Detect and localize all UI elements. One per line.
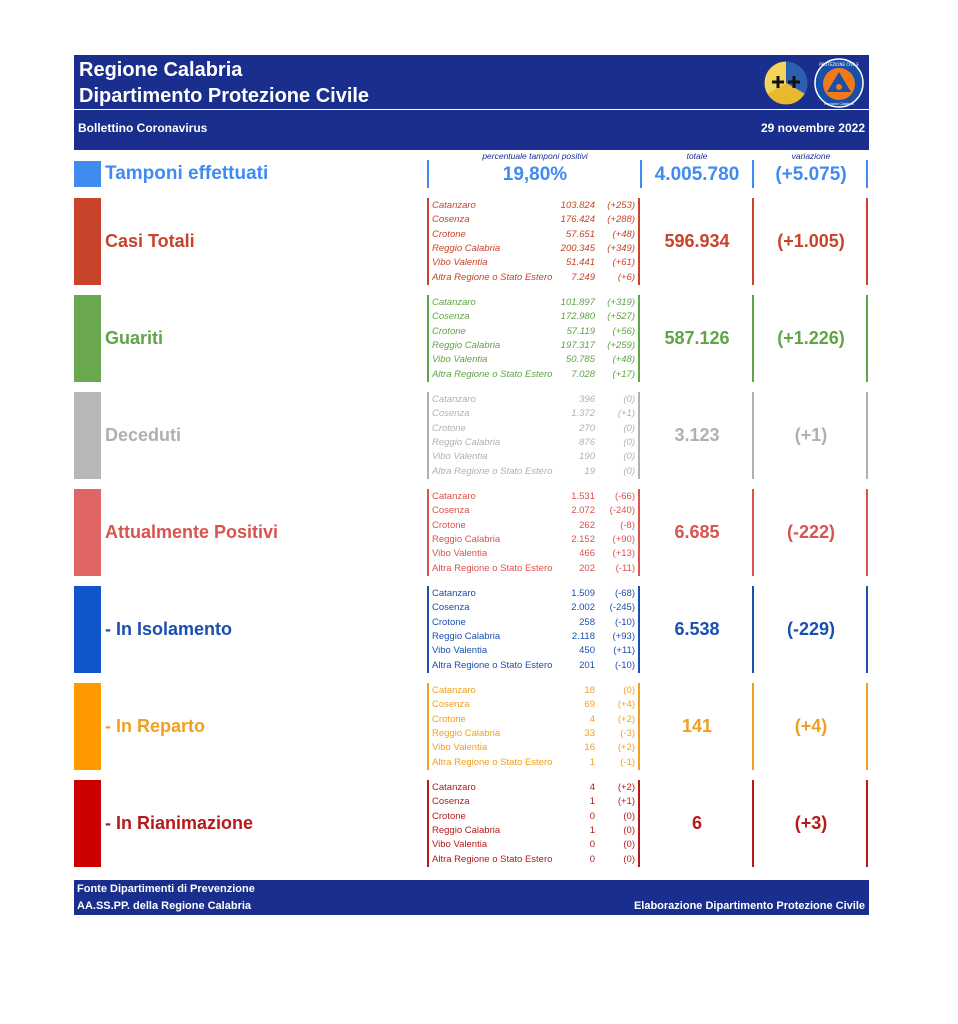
province-delta: (0) xyxy=(623,465,635,477)
province-name: Altra Regione o Stato Estero xyxy=(432,756,553,768)
province-name: Crotone xyxy=(432,616,466,628)
province-value: 202 xyxy=(579,562,595,574)
province-name: Catanzaro xyxy=(432,685,476,696)
province-delta: (-10) xyxy=(614,616,635,628)
province-value: 1 xyxy=(589,796,595,808)
variation-right-border xyxy=(866,780,868,867)
province-row xyxy=(432,684,637,698)
province-breakdown xyxy=(427,392,640,479)
province-value: 2.152 xyxy=(571,533,595,545)
variation-right-border xyxy=(866,198,868,285)
province-value: 190 xyxy=(579,451,595,463)
category-variation: (+1) xyxy=(794,425,828,445)
province-row xyxy=(432,256,637,270)
category-variation: (+3) xyxy=(794,813,828,833)
province-delta: (0) xyxy=(623,839,635,851)
province-delta: (-68) xyxy=(614,588,635,599)
category-variation: (+4) xyxy=(794,716,828,736)
footer-bar xyxy=(74,880,869,915)
category-variation: (-229) xyxy=(786,619,835,639)
province-row xyxy=(432,713,637,727)
province-value: 2.118 xyxy=(571,630,595,642)
category-swatch xyxy=(74,392,101,479)
province-value: 1.531 xyxy=(571,491,595,502)
percent-column-header: percentuale tamponi positivi xyxy=(482,151,588,161)
province-right-border xyxy=(638,489,640,576)
category-swatch xyxy=(74,198,101,285)
province-value: 201 xyxy=(579,659,595,671)
province-value: 51.441 xyxy=(565,257,595,269)
province-delta: (+2) xyxy=(617,713,635,725)
category-row xyxy=(74,392,869,479)
logo-text-top: PROTEZIONE CIVILE xyxy=(819,62,859,67)
province-delta: (0) xyxy=(623,853,635,865)
province-row xyxy=(432,630,637,644)
province-name: Vibo Valentia xyxy=(432,548,488,560)
province-value: 57.119 xyxy=(566,325,595,337)
province-row xyxy=(432,353,637,367)
variation-right-border xyxy=(866,683,868,770)
variation-right-border xyxy=(866,392,868,479)
category-total: 141 xyxy=(681,716,713,736)
province-row xyxy=(432,407,637,421)
province-delta: (+48) xyxy=(612,354,635,366)
province-name: Vibo Valentia xyxy=(432,742,488,754)
province-left-border xyxy=(427,392,429,479)
province-name: Crotone xyxy=(432,713,466,725)
source-line-1: Fonte Dipartimenti di Prevenzione xyxy=(77,883,255,895)
province-name: Catanzaro xyxy=(432,782,476,793)
province-right-border xyxy=(638,392,640,479)
province-row xyxy=(432,698,637,712)
tamponi-percent: 19,80% xyxy=(502,164,568,185)
bulletin-subheader xyxy=(74,120,869,137)
province-delta: (+259) xyxy=(607,339,635,351)
province-name: Crotone xyxy=(432,810,466,822)
province-row xyxy=(432,504,637,518)
province-row xyxy=(432,659,637,673)
category-swatch xyxy=(74,780,101,867)
province-name: Altra Regione o Stato Estero xyxy=(432,368,553,380)
province-value: 69 xyxy=(584,699,595,711)
province-value: 16 xyxy=(584,742,595,754)
province-name: Cosenza xyxy=(432,602,470,614)
province-delta: (-3) xyxy=(620,727,635,739)
province-name: Cosenza xyxy=(432,699,470,711)
province-name: Vibo Valentia xyxy=(432,451,488,463)
province-name: Vibo Valentia xyxy=(432,257,488,269)
province-row xyxy=(432,368,637,382)
province-delta: (-11) xyxy=(615,562,635,574)
province-name: Catanzaro xyxy=(432,394,476,405)
province-breakdown xyxy=(427,683,640,770)
province-name: Cosenza xyxy=(432,214,470,226)
province-delta: (+90) xyxy=(612,533,635,545)
category-row xyxy=(74,586,869,673)
province-breakdown xyxy=(427,295,640,382)
province-name: Crotone xyxy=(432,422,466,434)
province-name: Reggio Calabria xyxy=(432,436,501,448)
province-row xyxy=(432,199,637,213)
province-row xyxy=(432,644,637,658)
province-left-border xyxy=(427,295,429,382)
province-left-border xyxy=(427,586,429,673)
variation-right-border xyxy=(866,489,868,576)
province-row xyxy=(432,562,637,576)
category-label: - In Rianimazione xyxy=(105,813,254,833)
province-row xyxy=(432,490,637,504)
province-value: 450 xyxy=(579,645,595,657)
province-delta: (+11) xyxy=(613,645,635,657)
category-label: Attualmente Positivi xyxy=(105,522,279,542)
category-variation: (-222) xyxy=(786,522,835,542)
province-left-border xyxy=(427,489,429,576)
category-swatch xyxy=(74,683,101,770)
province-row xyxy=(432,519,637,533)
province-value: 19 xyxy=(584,465,595,477)
province-name: Vibo Valentia xyxy=(432,645,488,657)
province-row xyxy=(432,795,637,809)
department-title: Dipartimento Protezione Civile xyxy=(79,85,370,107)
province-delta: (0) xyxy=(623,422,635,434)
province-row xyxy=(432,422,637,436)
province-delta: (0) xyxy=(623,394,635,405)
province-value: 396 xyxy=(579,394,595,405)
province-delta: (0) xyxy=(623,810,635,822)
total-column-header: totale xyxy=(686,151,708,161)
region-crest-icon xyxy=(763,60,809,106)
province-delta: (+349) xyxy=(607,242,635,254)
category-swatch xyxy=(74,295,101,382)
province-delta: (+4) xyxy=(617,699,635,711)
province-delta: (+253) xyxy=(607,200,635,211)
province-right-border xyxy=(638,586,640,673)
province-value: 18 xyxy=(584,685,595,696)
province-name: Crotone xyxy=(432,228,466,240)
province-name: Cosenza xyxy=(432,311,470,323)
province-delta: (+288) xyxy=(607,214,635,226)
logo-text-bottom: Regione Calabria xyxy=(824,102,854,106)
province-name: Reggio Calabria xyxy=(432,727,501,739)
variation-column-header: variazione xyxy=(791,151,831,161)
variation-right-border xyxy=(866,586,868,673)
province-value: 50.785 xyxy=(565,354,595,366)
province-value: 101.897 xyxy=(560,297,595,308)
province-row xyxy=(432,242,637,256)
title-banner xyxy=(74,55,869,120)
province-value: 1 xyxy=(589,824,595,836)
province-name: Reggio Calabria xyxy=(432,824,501,836)
bulletin-title: Bollettino Coronavirus xyxy=(78,121,208,135)
province-name: Cosenza xyxy=(432,408,470,420)
province-name: Vibo Valentia xyxy=(432,839,488,851)
province-row xyxy=(432,756,637,770)
tamponi-divider xyxy=(427,160,429,188)
province-delta: (+56) xyxy=(612,325,635,337)
province-delta: (-66) xyxy=(614,491,635,502)
province-value: 0 xyxy=(589,839,595,851)
category-row xyxy=(74,683,869,770)
province-name: Reggio Calabria xyxy=(432,339,501,351)
tamponi-label: Tamponi effettuati xyxy=(105,163,269,184)
province-name: Altra Regione o Stato Estero xyxy=(432,562,553,574)
province-name: Reggio Calabria xyxy=(432,630,501,642)
province-value: 197.317 xyxy=(560,339,595,351)
province-row xyxy=(432,810,637,824)
category-row xyxy=(74,295,869,382)
category-total: 3.123 xyxy=(674,425,720,445)
province-name: Altra Regione o Stato Estero xyxy=(432,271,553,283)
tamponi-total: 4.005.780 xyxy=(654,164,740,185)
source-line-2: AA.SS.PP. della Regione Calabria xyxy=(77,900,252,912)
province-delta: (+6) xyxy=(617,271,635,283)
province-value: 4 xyxy=(589,782,595,793)
province-row xyxy=(432,533,637,547)
category-swatch xyxy=(74,586,101,673)
tamponi-divider xyxy=(640,160,642,188)
province-delta: (+319) xyxy=(607,297,635,308)
province-value: 1.509 xyxy=(571,588,595,599)
province-name: Altra Regione o Stato Estero xyxy=(432,853,553,865)
province-name: Catanzaro xyxy=(432,297,476,308)
province-row xyxy=(432,853,637,867)
province-delta: (+527) xyxy=(607,311,635,323)
province-value: 176.424 xyxy=(560,214,595,226)
province-name: Cosenza xyxy=(432,796,470,808)
province-breakdown xyxy=(427,586,640,673)
province-row xyxy=(432,339,637,353)
province-row xyxy=(432,616,637,630)
province-row xyxy=(432,465,637,479)
province-row xyxy=(432,727,637,741)
province-left-border xyxy=(427,780,429,867)
category-label: Deceduti xyxy=(105,425,182,445)
province-delta: (-10) xyxy=(614,659,635,671)
elaboration-credit: Elaborazione Dipartimento Protezione Civile xyxy=(633,900,865,912)
province-delta: (+13) xyxy=(612,548,635,560)
province-right-border xyxy=(638,780,640,867)
province-delta: (+2) xyxy=(617,782,635,793)
province-value: 200.345 xyxy=(560,242,595,254)
province-breakdown xyxy=(427,198,640,285)
header-spacer-bar xyxy=(74,137,869,150)
province-value: 262 xyxy=(579,519,595,531)
province-row xyxy=(432,393,637,407)
category-total: 6 xyxy=(691,813,702,833)
tamponi-swatch xyxy=(74,161,101,187)
category-total: 6.538 xyxy=(674,619,720,639)
category-row xyxy=(74,780,869,867)
category-total: 596.934 xyxy=(664,231,730,251)
province-value: 258 xyxy=(579,616,595,628)
province-right-border xyxy=(638,198,640,285)
category-swatch xyxy=(74,489,101,576)
province-value: 466 xyxy=(579,548,595,560)
province-row xyxy=(432,450,637,464)
category-label: Casi Totali xyxy=(105,231,195,251)
province-value: 1.372 xyxy=(571,408,595,420)
province-row xyxy=(432,436,637,450)
civil-protection-logo-icon xyxy=(814,58,864,108)
province-delta: (+48) xyxy=(612,228,635,240)
province-name: Catanzaro xyxy=(432,200,476,211)
province-left-border xyxy=(427,683,429,770)
province-value: 7.028 xyxy=(571,368,595,380)
province-name: Altra Regione o Stato Estero xyxy=(432,465,553,477)
province-delta: (+17) xyxy=(612,368,635,380)
province-row xyxy=(432,741,637,755)
province-value: 0 xyxy=(589,810,595,822)
province-value: 172.980 xyxy=(560,311,595,323)
province-delta: (-1) xyxy=(620,756,635,768)
province-name: Vibo Valentia xyxy=(432,354,488,366)
province-row xyxy=(432,587,637,601)
province-value: 4 xyxy=(589,713,595,725)
province-delta: (0) xyxy=(623,685,635,696)
variation-right-border xyxy=(866,295,868,382)
province-right-border xyxy=(638,295,640,382)
province-delta: (0) xyxy=(623,451,635,463)
province-delta: (0) xyxy=(623,824,635,836)
province-value: 0 xyxy=(589,853,595,865)
province-name: Crotone xyxy=(432,325,466,337)
province-row xyxy=(432,310,637,324)
province-row xyxy=(432,271,637,285)
province-row xyxy=(432,601,637,615)
category-variation: (+1.226) xyxy=(777,328,845,348)
province-right-border xyxy=(638,683,640,770)
category-row xyxy=(74,489,869,576)
province-name: Reggio Calabria xyxy=(432,242,501,254)
tamponi-variation: (+5.075) xyxy=(775,164,847,185)
province-value: 1 xyxy=(589,756,595,768)
province-delta: (-240) xyxy=(609,505,635,517)
province-breakdown xyxy=(427,489,640,576)
category-row xyxy=(74,198,869,285)
province-value: 270 xyxy=(579,422,595,434)
header-divider xyxy=(74,109,869,110)
province-delta: (+1) xyxy=(617,408,635,420)
province-row xyxy=(432,325,637,339)
province-delta: (+61) xyxy=(612,257,635,269)
province-row xyxy=(432,547,637,561)
region-title: Regione Calabria xyxy=(79,59,243,81)
province-row xyxy=(432,213,637,227)
category-label: - In Isolamento xyxy=(105,619,233,639)
province-delta: (+93) xyxy=(612,630,635,642)
province-row xyxy=(432,838,637,852)
province-delta: (-8) xyxy=(620,519,635,531)
province-left-border xyxy=(427,198,429,285)
tamponi-divider xyxy=(866,160,868,188)
province-name: Cosenza xyxy=(432,505,470,517)
province-value: 2.072 xyxy=(571,505,595,517)
province-value: 2.002 xyxy=(571,602,595,614)
province-delta: (+2) xyxy=(617,742,635,754)
province-value: 57.651 xyxy=(565,228,595,240)
category-label: - In Reparto xyxy=(105,716,206,736)
province-name: Catanzaro xyxy=(432,491,476,502)
province-name: Catanzaro xyxy=(432,588,476,599)
province-delta: (0) xyxy=(623,436,635,448)
province-row xyxy=(432,824,637,838)
bulletin-header xyxy=(74,55,869,150)
province-row xyxy=(432,228,637,242)
bulletin-date: 29 novembre 2022 xyxy=(760,121,865,135)
province-name: Reggio Calabria xyxy=(432,533,501,545)
province-name: Crotone xyxy=(432,519,466,531)
province-delta: (-245) xyxy=(609,602,635,614)
province-row xyxy=(432,781,637,795)
province-value: 33 xyxy=(584,727,595,739)
category-total: 6.685 xyxy=(674,522,720,542)
province-row xyxy=(432,296,637,310)
province-breakdown xyxy=(427,780,640,867)
province-name: Altra Regione o Stato Estero xyxy=(432,659,553,671)
province-value: 103.824 xyxy=(560,200,595,211)
province-delta: (+1) xyxy=(617,796,635,808)
category-variation: (+1.005) xyxy=(777,231,845,251)
category-label: Guariti xyxy=(105,328,164,348)
province-value: 7.249 xyxy=(571,271,595,283)
category-total: 587.126 xyxy=(664,328,730,348)
province-value: 876 xyxy=(579,436,595,448)
